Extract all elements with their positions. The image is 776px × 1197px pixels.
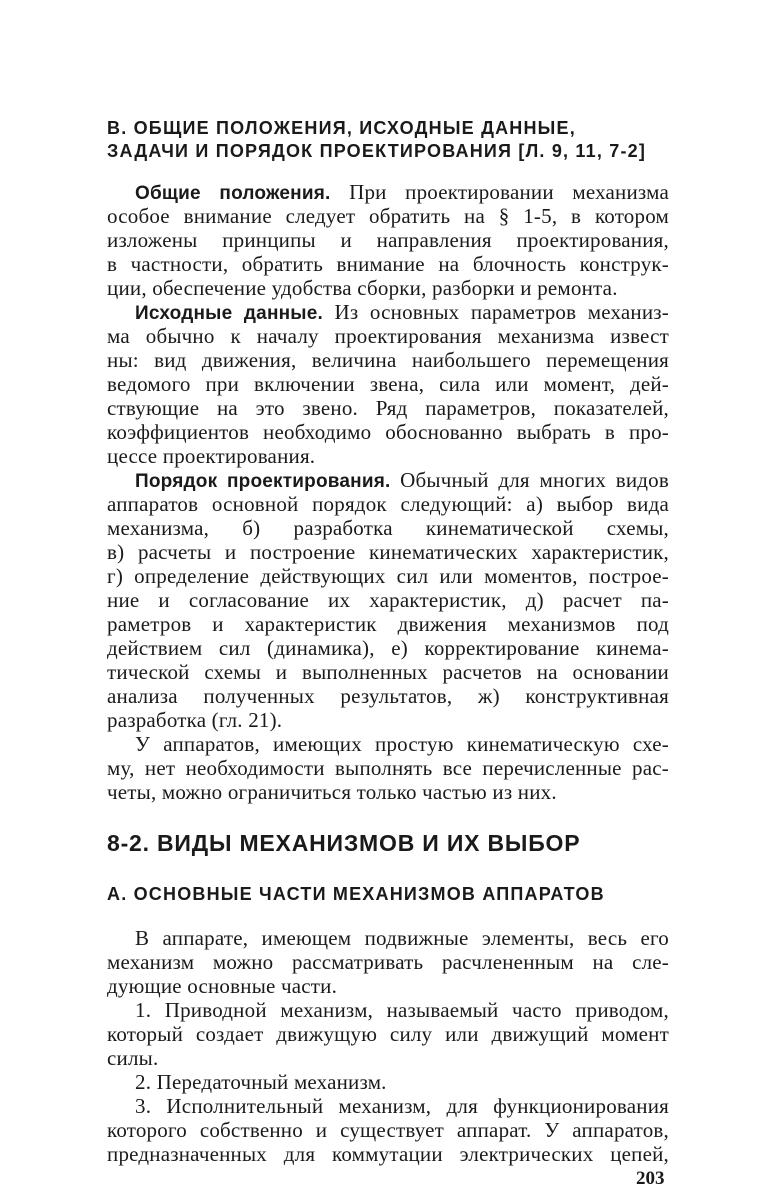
order-title: Порядок проектирования. — [135, 471, 391, 492]
order-paragraph-line: в) расчеты и построение кинематических характеристик, — [107, 540, 669, 564]
general-paragraph-line: ции, обеспечение удобства сборки, разборки и ремонта. — [107, 276, 618, 300]
section-82-subheading: А. ОСНОВНЫЕ ЧАСТИ МЕХАНИЗМОВ АППАРАТОВ — [107, 884, 605, 904]
order-paragraph-line: разработка (гл. 21). — [107, 708, 283, 732]
order-paragraph-line: механизма, б) разработка кинематической схемы, — [107, 516, 669, 540]
intro-paragraph-line: механизм можно рассматривать расчлененным на сле- — [107, 950, 669, 974]
order-paragraph-line: Порядок проектирования. Обычный для многих видов — [135, 468, 669, 492]
initial-data-paragraph-line: ма обычно к началу проектирования механизма извест — [107, 324, 669, 348]
intro-paragraph-line: дующие основные части. — [107, 974, 338, 998]
intro-paragraph-line: В аппарате, имеющем подвижные элементы, весь его — [135, 926, 669, 950]
order-paragraph-line: ние и согласование их характеристик, д) расчет па- — [107, 588, 669, 612]
general-paragraph-line: особое внимание следует обратить на § 1-5, в котором — [107, 204, 669, 228]
initial-data-paragraph-line: коэффициентов необходимо обоснованно выбрать в про- — [107, 420, 669, 444]
general-paragraph-line: в частности, обратить внимание на блочность конструк- — [107, 252, 669, 276]
item1-line: который создает движущую силу или движущий момент — [107, 1022, 669, 1046]
order-paragraph-line: г) определение действующих сил или моментов, построе- — [107, 564, 669, 588]
simple-paragraph-line: му, нет необходимости выполнять все перечисленные рас- — [107, 756, 669, 780]
order-paragraph-line: анализа полученных результатов, ж) конструктивная — [107, 684, 669, 708]
item1-line: 1. Приводной механизм, называемый часто приводом, — [135, 998, 669, 1022]
initial-data-paragraph-line: цессе проектирования. — [107, 444, 316, 468]
section-82-heading: 8-2. ВИДЫ МЕХАНИЗМОВ И ИХ ВЫБОР — [107, 830, 581, 856]
initial-data-paragraph-line: ны: вид движения, величина наибольшего перемещения — [107, 348, 669, 372]
item2-line: 2. Передаточный механизм. — [135, 1070, 387, 1094]
item3-line: 3. Исполнительный механизм, для функционирования — [135, 1094, 669, 1118]
item1-line: силы. — [107, 1046, 159, 1070]
order-paragraph-line: тической схемы и выполненных расчетов на основании — [107, 660, 669, 684]
general-paragraph-line: изложены принципы и направления проектирования, — [107, 228, 669, 252]
simple-paragraph-line: У аппаратов, имеющих простую кинематическую схе- — [135, 732, 669, 756]
initial-data-title: Исходные данные. — [135, 303, 323, 324]
order-paragraph-line: действием сил (динамика), е) корректирование кинема- — [107, 636, 669, 660]
initial-data-paragraph-line: ствующие на это звено. Ряд параметров, показателей, — [107, 396, 669, 420]
initial-data-paragraph-line: ведомого при включении звена, сила или момент, дей- — [107, 372, 669, 396]
page-number: 203 — [636, 1168, 665, 1189]
item3-line: предназначенных для коммутации электрических цепей, — [107, 1142, 669, 1166]
order-paragraph-line: раметров и характеристик движения механизмов под — [107, 612, 669, 636]
item3-line: которого собственно и существует аппарат. У аппаратов, — [107, 1118, 669, 1142]
general-title: Общие положения. — [135, 183, 331, 204]
general-paragraph-line: Общие положения. При проектировании механизма — [135, 180, 669, 204]
order-paragraph-line: аппаратов основной порядок следующий: а) выбор вида — [107, 492, 669, 516]
section-b-heading-line1: В. ОБЩИЕ ПОЛОЖЕНИЯ, ИСХОДНЫЕ ДАННЫЕ, — [107, 118, 576, 138]
simple-paragraph-line: четы, можно ограничиться только частью из них. — [107, 780, 557, 804]
initial-data-paragraph-line: Исходные данные. Из основных параметров механиз- — [135, 300, 669, 324]
section-b-heading-line2: ЗАДАЧИ И ПОРЯДОК ПРОЕКТИРОВАНИЯ [Л. 9, 11, 7-2] — [107, 141, 647, 161]
